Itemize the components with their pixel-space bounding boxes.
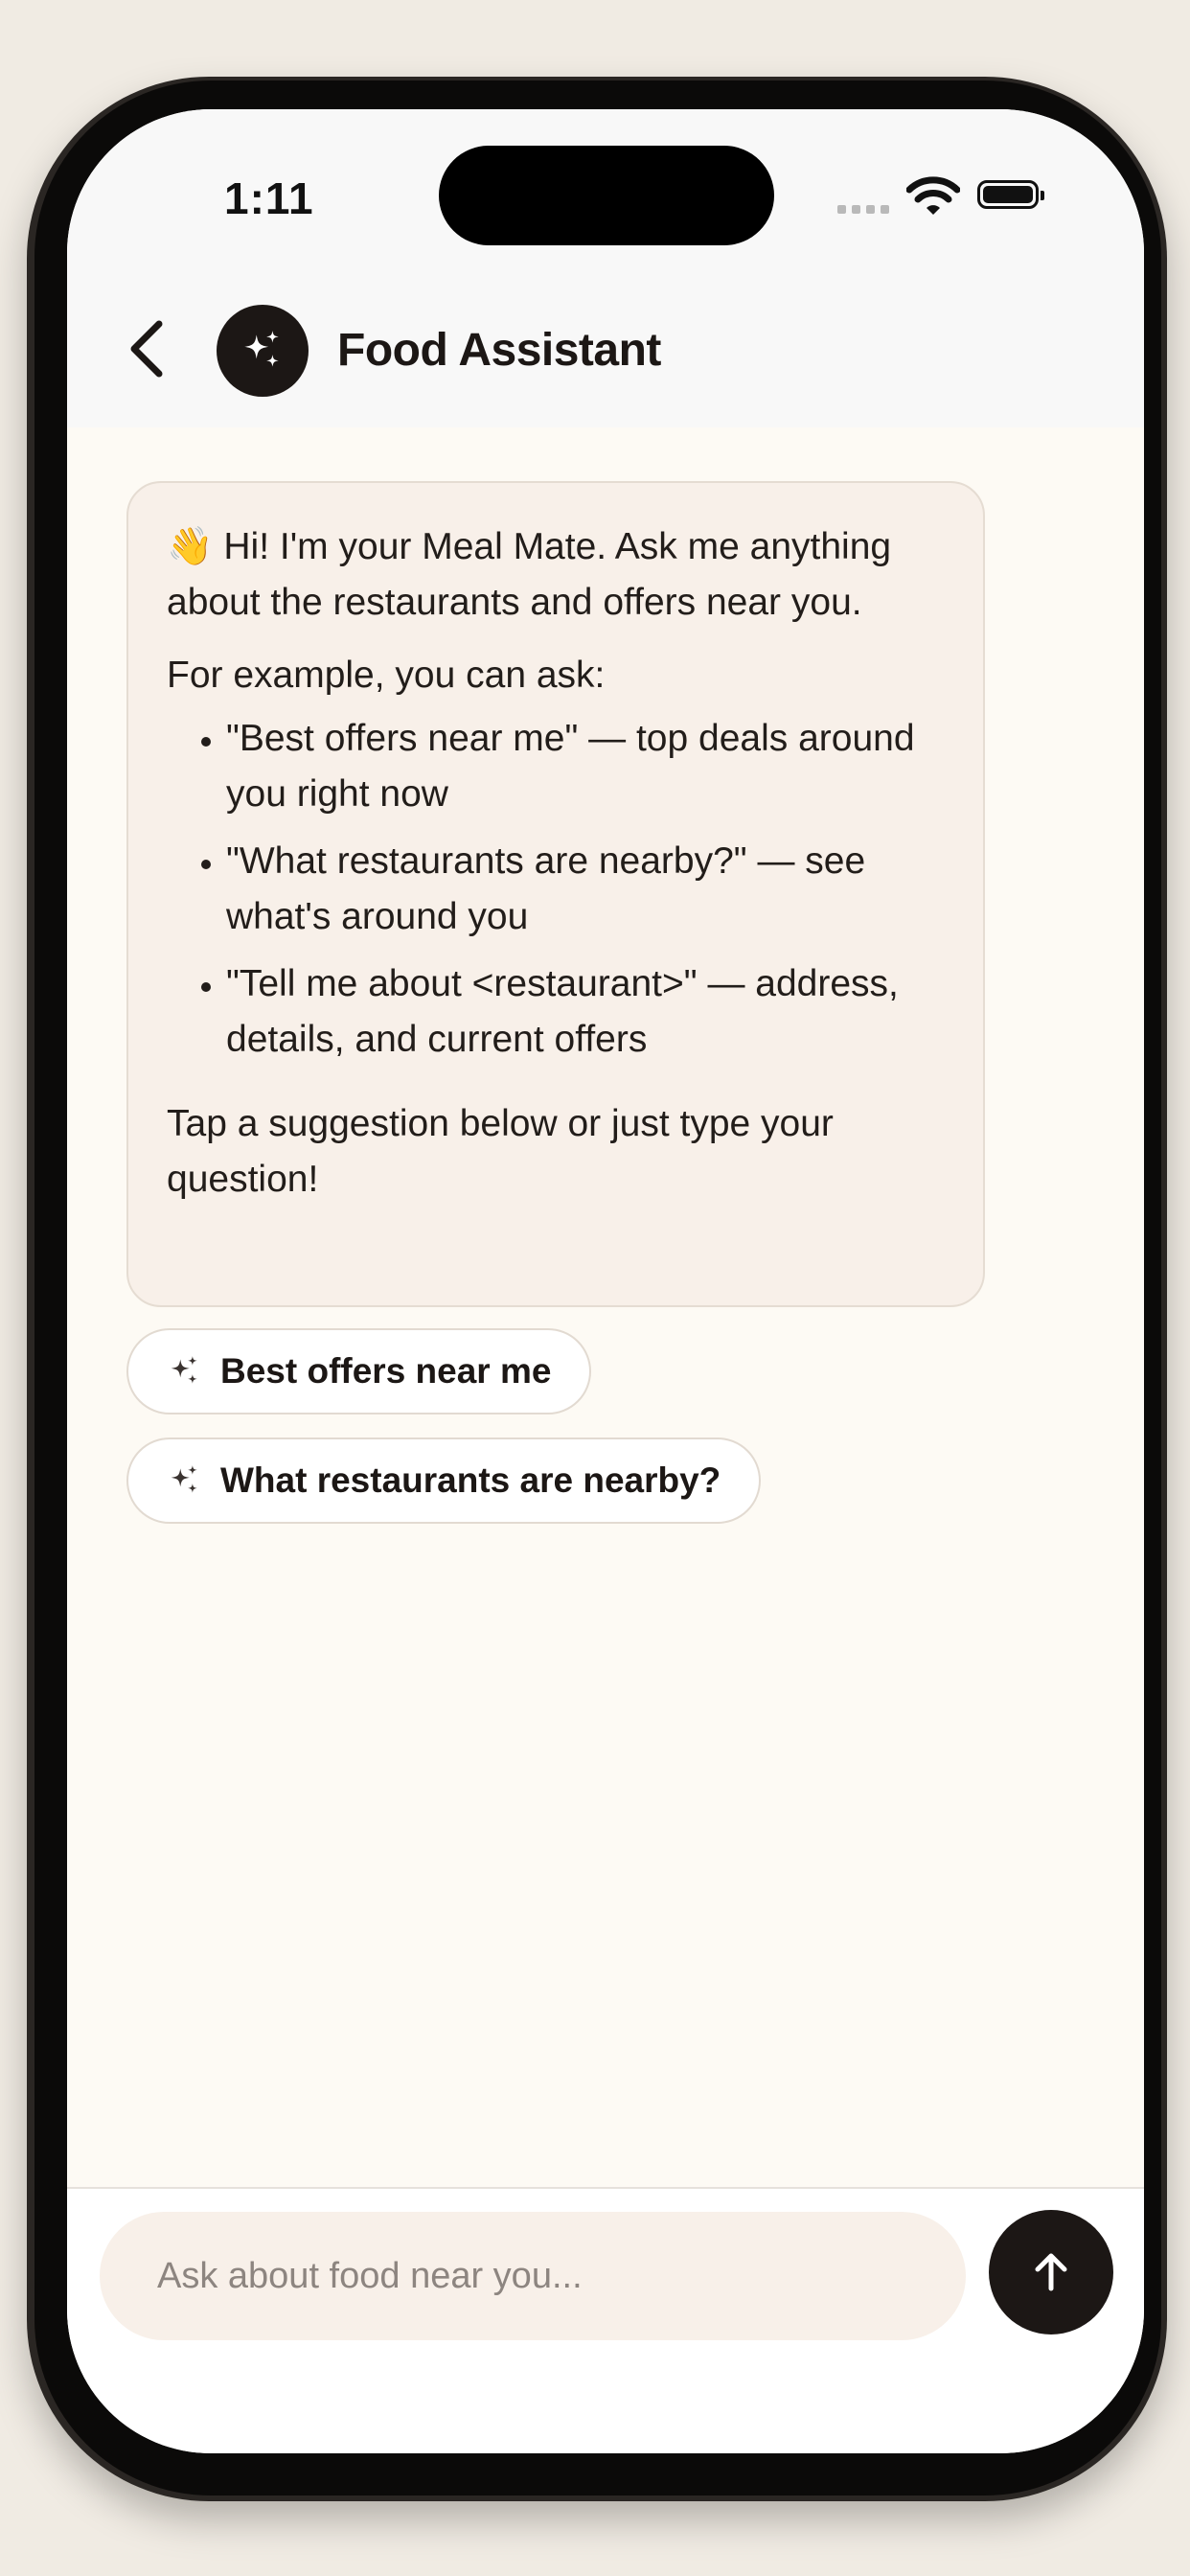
- suggestion-chip-best-offers[interactable]: [126, 1328, 591, 1414]
- suggestion-label: What restaurants are nearby?: [220, 1460, 721, 1500]
- message-input[interactable]: [100, 2212, 966, 2340]
- suggestion-label: Best offers near me: [220, 1351, 552, 1391]
- dynamic-island: [439, 146, 774, 245]
- wifi-icon: [906, 176, 960, 217]
- page-title: Food Assistant: [337, 325, 661, 376]
- back-button[interactable]: [119, 314, 176, 383]
- send-button[interactable]: [989, 2210, 1113, 2334]
- phone-screen: [67, 109, 1144, 2453]
- suggestion-chip-restaurants-nearby[interactable]: [126, 1438, 761, 1524]
- top-bar: [67, 109, 1144, 427]
- list-item: • "What restaurants are nearby?" — see what's around you: [226, 834, 947, 956]
- chevron-left-icon: [119, 314, 176, 383]
- message-intro: 👋 Hi! I'm your Meal Mate. Ask me anything about the restaurants and offers near you.: [167, 526, 892, 623]
- arrow-up-icon: [1027, 2248, 1075, 2296]
- status-time: 1:11: [224, 173, 314, 223]
- sparkles-icon: [167, 1353, 203, 1390]
- assistant-message-bubble: [126, 481, 985, 1307]
- list-item: • "Best offers near me" — top deals around you right now: [226, 711, 947, 834]
- message-examples-intro: For example, you can ask:: [167, 655, 606, 696]
- cellular-signal-icon: [837, 205, 889, 214]
- sparkles-icon: [239, 327, 286, 375]
- examples-list: [167, 711, 947, 1079]
- message-outro: Tap a suggestion below or just type your question!: [167, 1103, 834, 1200]
- list-item: • "Tell me about <restaurant>" — address, details, and current offers: [226, 956, 947, 1079]
- assistant-avatar: [217, 305, 309, 397]
- composer-bar: [67, 2187, 1144, 2453]
- sparkles-icon: [167, 1462, 203, 1499]
- battery-icon: [977, 180, 1039, 209]
